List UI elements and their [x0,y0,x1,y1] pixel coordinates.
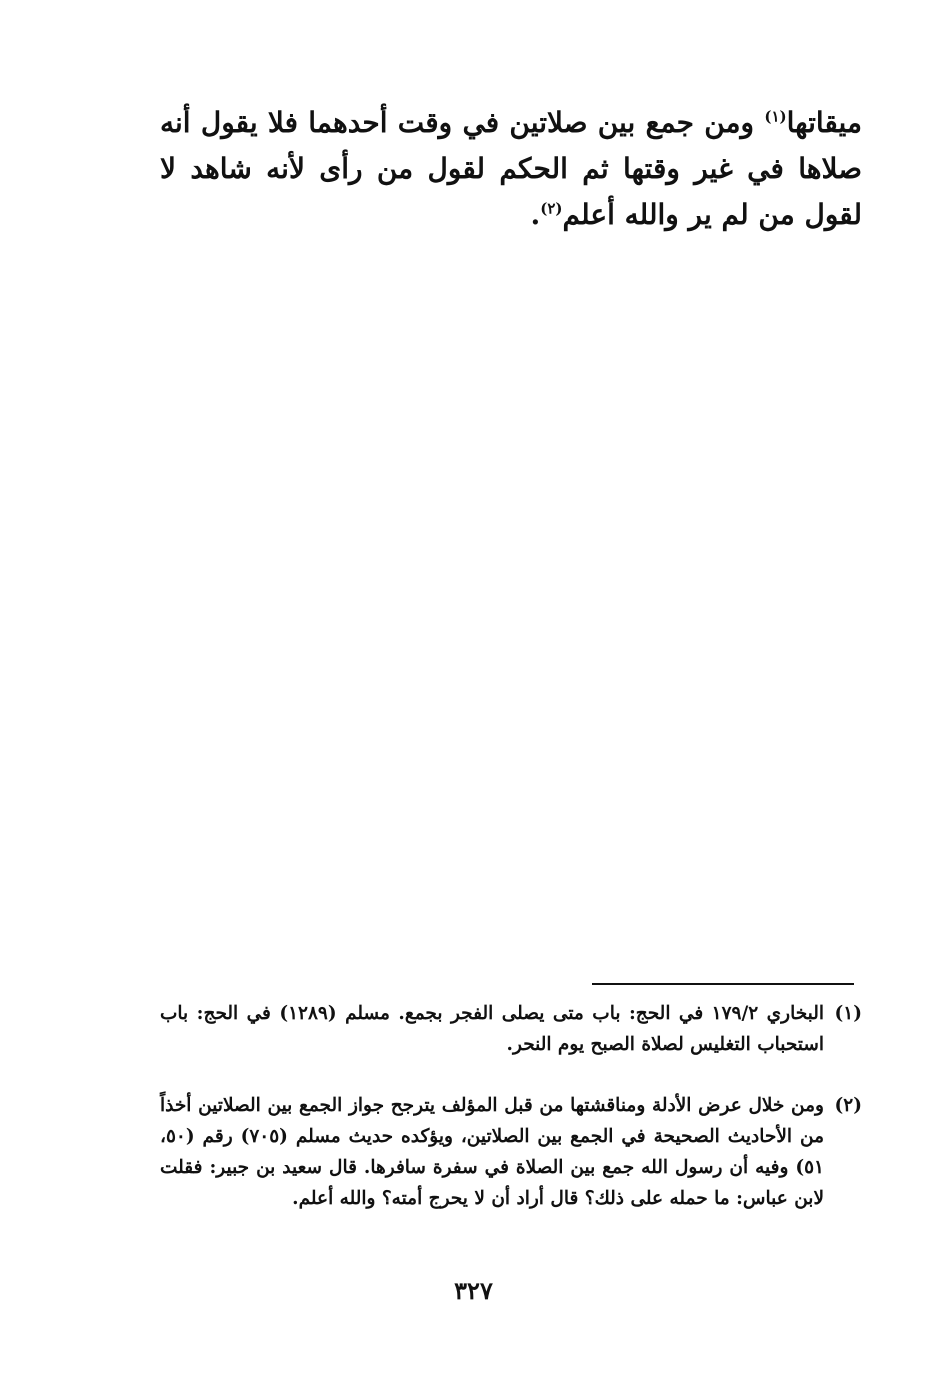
footnote-marker: (٢) [834,1095,862,1116]
footnote-marker: (١) [834,1003,862,1024]
main-text-segment: ميقاتها [786,106,862,139]
footnote-item [160,1090,862,1214]
footnote-separator [592,983,854,985]
page-number: ٣٢٧ [454,1276,493,1305]
footnote-reference-2: (٢) [540,199,563,218]
main-text-segment: . [530,198,541,231]
footnote-text: البخاري ١٧٩/٢ في الحج: باب متى يصلى الفجر بجمع. مسلم (١٢٨٩) في الحج: باب استحباب التغليس لصلاة الصبح يوم النحر. [160,1003,825,1055]
main-paragraph [160,100,862,238]
footnote-text: ومن خلال عرض الأدلة ومناقشتها من قبل المؤلف يترجح جواز الجمع بين الصلاتين أخذاً من الأحاديث الصحيحة في الجمع بين الصلاتين، ويؤكده حديث مسلم (٧٠٥) رقم (٥٠، ٥١) وفيه أن رسول الله جمع بين الصلاة في سفرة سافرها. قال سعيد بن جبير: فقلت لابن عباس: ما حمله على ذلك؟ قال أراد أن لا يحرج أمته؟ والله أعلم. [160,1095,824,1209]
footnotes-section [160,998,862,1214]
main-text-segment: ومن جمع بين صلاتين في وقت أحدهما فلا يقول أنه صلاها في غير وقتها ثم الحكم لقول من رأى لأنه شاهد لا لقول من لم ير والله أعلم [160,106,862,231]
footnote-item [160,998,862,1060]
footnote-reference-1: (١) [764,107,787,126]
